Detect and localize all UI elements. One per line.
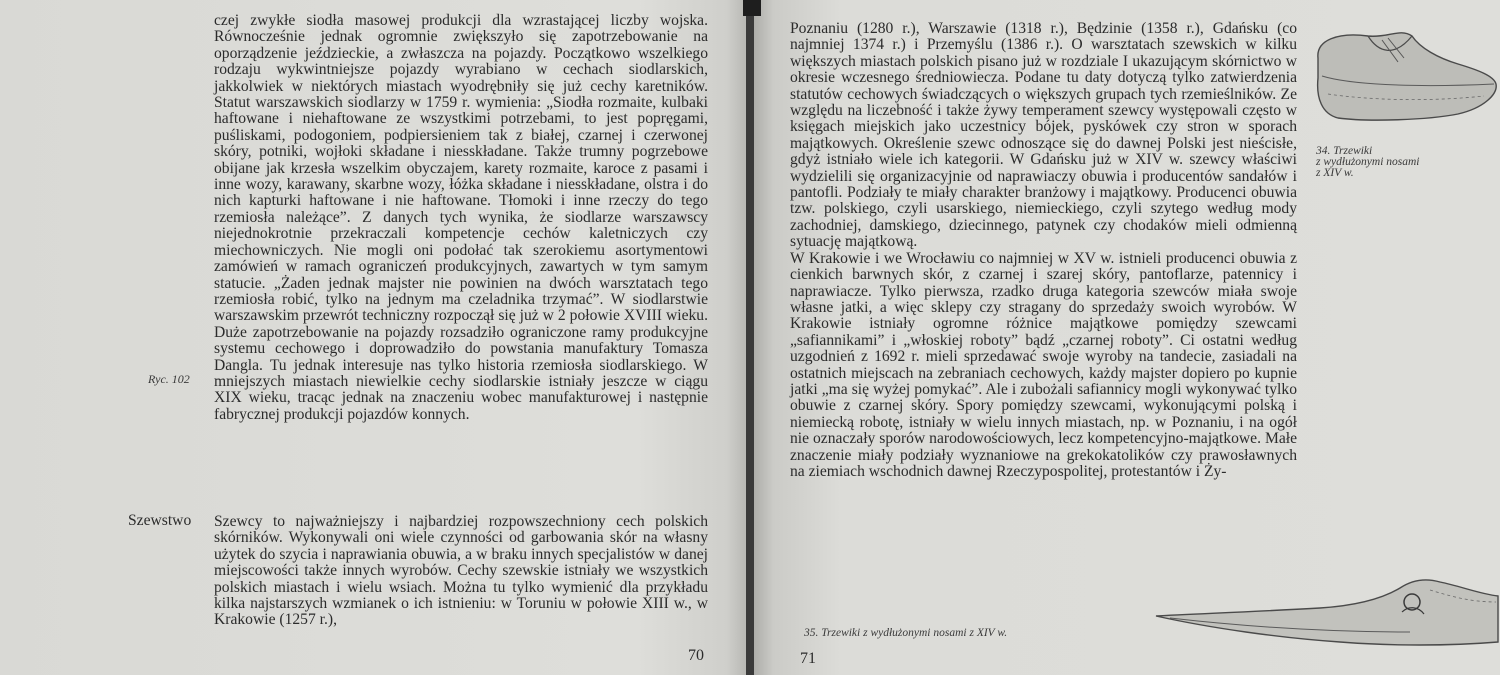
page-number-right: 71 bbox=[800, 650, 816, 667]
left-section-text bbox=[214, 514, 708, 629]
section-heading: Szewstwo bbox=[128, 512, 192, 529]
caption-34-line-1: 34. Trzewiki bbox=[1316, 145, 1373, 157]
caption-34 bbox=[1316, 146, 1420, 179]
book-gutter bbox=[746, 0, 754, 675]
caption-35: 35. Trzewiki z wydłużonymi nosami z XIV w. bbox=[804, 627, 1008, 639]
figure-reference: Ryc. 102 bbox=[148, 372, 190, 386]
right-body-text bbox=[790, 21, 1297, 480]
caption-34-line-2: z wydłużonymi nosami bbox=[1316, 156, 1420, 168]
left-body-text bbox=[214, 13, 708, 423]
shoe-illustration-35 bbox=[1150, 572, 1500, 652]
left-paragraph: czej zwykłe siodła masowej produkcji dla wzrastającej liczby wojska. Równocześnie jednak ogromnie zwiększyło się zapotrzebowanie na oporządzenie jeździeckie, a zwłaszcza na pojazdy. Początkowo wszelkiego rodzaju wykwintniejsze pojazdy wyrabiano w cechach siodlarskich, jakkolwiek w niektórych miastach wyodrębniły się już cechy karetników. Statut warszawskich siodlarzy w 1759 r. wymienia: „Siodła rozmaite, kulbaki haftowane i niehaftowane ze wszystkimi potrzebami, to jest popręgami, puśliskami, podogoniem, podpiersieniem tak z białej, czarnej i czerwonej skóry, potniki, wojłoki składane i niesskładane. Także trumny pogrzebowe obijane jak krzesła wszelkim obyczajem, karety rozmaite, karoce z pasami i inne wozy, karawany, skarbne wozy, łóżka składane i niesskładane, olstra i do nich kapturki haftowane i nie haftowane. Tłomoki i inne rzeczy do tego rzemiosła należące”. Z danych tych wynika, że siodlarze warszawscy niejednokrotnie przekraczali kompetencje cechów kaletniczych czy miechowniczych. Nie mogli oni podołać tak szerokiemu asortymentowi zamówień w ramach ograniczeń produkcyjnych, zawartych w tym samym statucie. „Żaden jednak majster nie powinien na dwóch warsztatach tego rzemiosła robić, tylko na jednym ma czeladnika trzymać”. W siodlarstwie warszawskim przewrót techniczny rozpoczął się już w 2 połowie XVIII wieku. Duże zapotrzebowanie na pojazdy rozsadziło ograniczone ramy produkcyjne systemu cechowego i doprowadziło do powstania manufaktury Tomasza Dangla. Tu jednak interesuje nas tylko historia rzemiosła siodlarskiego. W mniejszych miastach niewielkie cechy siodlarskie istniały jeszcze w ciągu XIX wieku, tracąc jednak na znaczeniu wobec manufakturowej i następnie fabrycznej produkcji pojazdów konnych. bbox=[214, 12, 708, 423]
left-section-paragraph: Szewcy to najważniejszy i najbardziej rozpowszechniony cech polskich skórników. Wykonywali oni wiele czynności od garbowania skór na własny użytek do szycia i naprawiania obuwia, a w braku innych specjalistów w danej miejscowości także innych wyrobów. Cechy szewskie istniały we wszystkich polskich miastach i wielu wsiach. Można tu tylko wymienić dla przykładu kilka najstarszych wzmianek o ich istnieniu: w Toruniu w połowie XIII w., w Krakowie (1257 r.), bbox=[214, 513, 708, 629]
right-paragraph-1: Poznaniu (1280 r.), Warszawie (1318 r.), Będzinie (1358 r.), Gdańsku (co najmniej 1374 r.) i Przemyślu (1386 r.). O warsztatach szewskich w kilku większych miastach polskich pisano już w rozdziale I ukazującym skórnictwo w okresie wczesnego średniowiecza. Podane tu daty dotyczą tylko zatwierdzenia statutów cechowych świadczących o większych grupach tych rzemieślników. Ze względu na liczebność i także żywy temperament szewcy występowali często w księgach miejskich jako uczestnicy bójek, pyskówek czy stron w sporach majątkowych. Określenie szewc odnoszące się do dawnej Polski jest nieścisłe, gdyż istniało wiele ich kategorii. W Gdańsku już w XIV w. szewcy właściwi wydzielili się organizacyjnie od naprawiaczy obuwia i producentów sandałów i pantofli. Podziały te miały charakter branżowy i majątkowy. Producenci obuwia tzw. polskiego, czyli usarskiego, niemieckiego, czyli szytego według mody zachodniej, damskiego, dziecinnego, patynek czy chodaków mieli odmienną sytuację majątkową. bbox=[790, 20, 1297, 251]
gutter-shadow bbox=[743, 0, 761, 16]
right-paragraph-2: W Krakowie i we Wrocławiu co najmniej w XV w. istnieli producenci obuwia z cienkich barwnych skór, z czarnej i szarej skóry, pantoflarze, patennicy i naprawiacze. Tylko pierwsza, rzadko druga kategoria szewców miała swoje własne jatki, a więc sklepy czy stragany do sprzedaży swoich wyrobów. W Krakowie istniały ogromne różnice majątkowe pomiędzy szewcami „safiannikami” i „włoskiej roboty” bądź „czarnej roboty”. Ci ostatni według uzgodnień z 1692 r. mieli sprzedawać swoje wyroby na tandecie, zasiadali na ostatnich miejscach na zebraniach cechowych, każdy majster dopiero po kupnie jatki „ma się wyżej pomykać”. Ale i zubożali safiannicy mogli wykonywać tylko obuwie z czarnej skóry. Spory pomiędzy szewcami, wykonującymi polską i niemiecką robotę, istniały w wielu innych miastach, np. w Poznaniu, i na ogół nie oznaczały sporów narodowościowych, lecz kompetencyjno-majątkowe. Małe znaczenie miały podziały wyznaniowe na grekokatolików czy prawosławnych na ziemiach wschodnich dawnej Rzeczypospolitej, protestantów i Ży- bbox=[790, 249, 1297, 480]
shoe-illustration-34 bbox=[1308, 18, 1500, 128]
caption-34-line-3: z XIV w. bbox=[1316, 167, 1354, 179]
page-number-left: 70 bbox=[688, 647, 704, 664]
